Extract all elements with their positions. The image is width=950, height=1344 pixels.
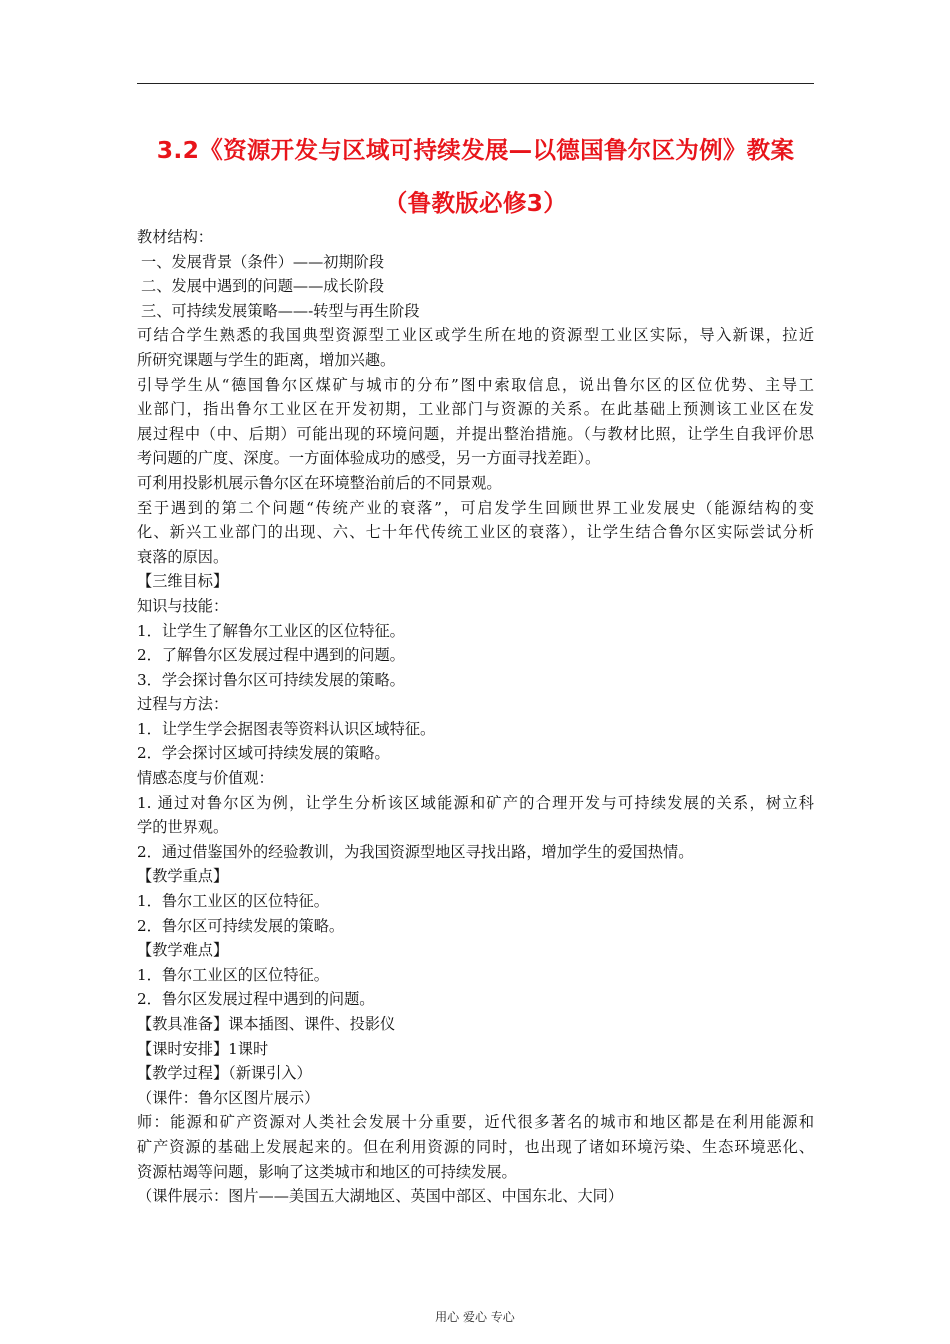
body-line: 2．通过借鉴国外的经验教训，为我国资源型地区寻找出路，增加学生的爱国热情。: [137, 842, 694, 861]
body-line: 可利用投影机展示鲁尔区在环境整治前后的不同景观。: [137, 473, 502, 492]
body-line: 【教学重点】: [137, 867, 229, 886]
body-line: 1．鲁尔工业区的区位特征。: [137, 965, 329, 984]
body-line: （课件：鲁尔区图片展示）: [137, 1088, 320, 1107]
body-line: 三、可持续发展策略——-转型与再生阶段: [141, 301, 420, 320]
document-body: [137, 225, 814, 1209]
body-line: 【课时安排】1课时: [137, 1039, 269, 1058]
body-line: 展过程中（中、后期）可能出现的环境问题，并提出整治措施。（与教材比照，让学生自我评价思: [137, 424, 814, 443]
document-subtitle: （鲁教版必修3）: [383, 189, 568, 217]
body-line: 1．鲁尔工业区的区位特征。: [137, 892, 329, 911]
body-line: 衰落的原因。: [137, 547, 229, 566]
body-line: 业部门，指出鲁尔工业区在开发初期，工业部门与资源的关系。在此基础上预测该工业区在发: [137, 400, 814, 419]
body-line: 知识与技能：: [137, 596, 229, 615]
body-line: 【三维目标】: [137, 572, 229, 591]
body-line: 【教具准备】课本插图、课件、投影仪: [137, 1015, 396, 1033]
body-line: 【教学过程】（新课引入）: [137, 1064, 312, 1083]
body-line: 矿产资源的基础上发展起来的。但在利用资源的同时，也出现了诸如环境污染、生态环境恶化、: [137, 1137, 814, 1156]
body-line: 1．让学生学会据图表等资料认识区域特征。: [137, 719, 436, 738]
body-line: 资源枯竭等问题，影响了这类城市和地区的可持续发展。: [137, 1162, 517, 1181]
body-line: （课件展示：图片——美国五大湖地区、英国中部区、中国东北、大同）: [137, 1187, 623, 1206]
body-line: 师：能源和矿产资源对人类社会发展十分重要，近代很多著名的城市和地区都是在利用能源和: [137, 1113, 814, 1132]
body-line: 化、新兴工业部门的出现、六、七十年代传统工业区的衰落），让学生结合鲁尔区实际尝试分析: [137, 523, 814, 542]
body-line: 教材结构：: [137, 228, 213, 246]
body-line: 3．学会探讨鲁尔区可持续发展的策略。: [137, 670, 405, 689]
document-title: 3.2《资源开发与区域可持续发展—以德国鲁尔区为例》教案: [156, 136, 795, 164]
body-line: 所研究课题与学生的距离，增加兴趣。: [137, 350, 396, 369]
body-line: 1. 通过对鲁尔区为例，让学生分析该区域能源和矿产的合理开发与可持续发展的关系，树立科: [137, 793, 814, 812]
page-footer: 用心 爱心 专心: [435, 1310, 515, 1324]
body-line: 考问题的广度、深度。一方面体验成功的感受，另一方面寻找差距）。: [137, 449, 601, 468]
body-line: 至于遇到的第二个问题“传统产业的衰落”，可启发学生回顾世界工业发展史（能源结构的变: [137, 498, 814, 517]
body-line: 引导学生从“德国鲁尔区煤矿与城市的分布”图中索取信息，说出鲁尔区的区位优势、主导工: [137, 375, 814, 394]
body-line: 2．学会探讨区域可持续发展的策略。: [137, 744, 390, 763]
body-line: 一、发展背景（条件）——初期阶段: [141, 252, 384, 271]
body-line: 过程与方法：: [137, 695, 229, 714]
body-line: 【教学难点】: [137, 941, 229, 960]
body-line: 2．鲁尔区发展过程中遇到的问题。: [137, 990, 375, 1009]
body-line: 二、发展中遇到的问题——成长阶段: [141, 277, 384, 296]
header-rule: [137, 83, 814, 84]
body-line: 1．让学生了解鲁尔工业区的区位特征。: [137, 621, 405, 640]
body-line: 情感态度与价值观：: [137, 769, 274, 788]
body-line: 2．鲁尔区可持续发展的策略。: [137, 916, 345, 935]
body-line: 2．了解鲁尔区发展过程中遇到的问题。: [137, 646, 405, 665]
body-line: 可结合学生熟悉的我国典型资源型工业区或学生所在地的资源型工业区实际，导入新课，拉近: [137, 326, 814, 345]
body-line: 学的世界观。: [137, 818, 229, 837]
